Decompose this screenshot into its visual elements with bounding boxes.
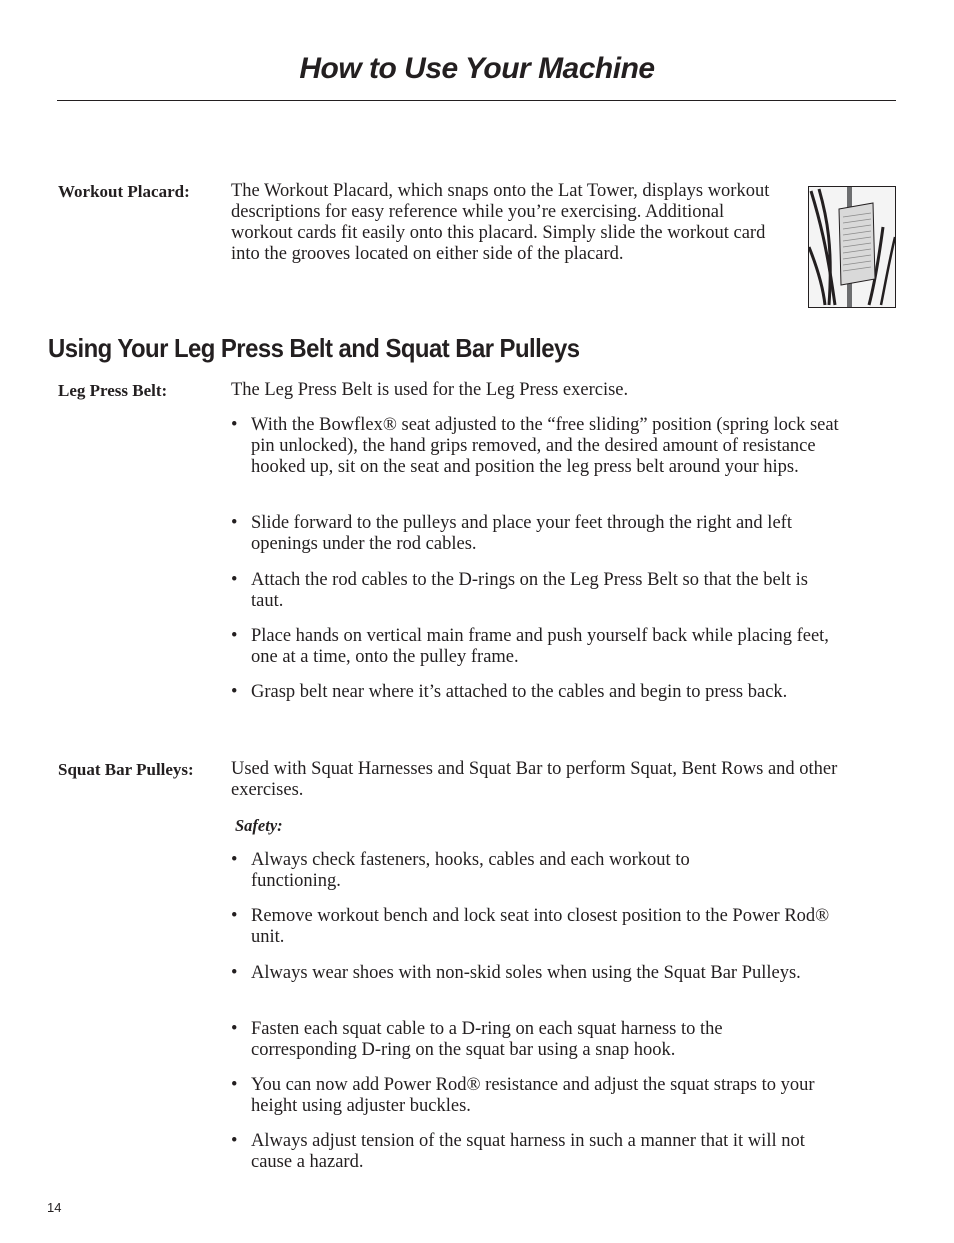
squat-bullet-4: • Fasten each squat cable to a D-ring on each squat harness to the corresponding D-ring on the squat bar using a snap hook.: [231, 1019, 723, 1060]
squat-bullet-5: • You can now add Power Rod® resistance and adjust the squat straps to your height using adjuster buckles.: [231, 1075, 815, 1116]
squat-bar-label: Squat Bar Pulleys:: [58, 760, 194, 779]
squat-bullet-2: • Remove workout bench and lock seat into closest position to the Power Rod® unit.: [231, 906, 830, 947]
safety-label: Safety:: [235, 816, 283, 835]
squat-bullet-3: • Always wear shoes with non-skid soles when using the Squat Bar Pulleys.: [231, 963, 801, 983]
placard-photo-icon: [808, 186, 896, 308]
title-divider: [57, 100, 896, 101]
leg-press-label: Leg Press Belt:: [58, 381, 168, 400]
workout-placard-label: Workout Placard:: [58, 182, 190, 201]
leg-press-bullet-1: • With the Bowflex® seat adjusted to the “free sliding” position (spring lock seat pin unlocked), the hand grips removed, and the desired amount of resistance hooked up, sit on the seat and position the leg press belt around your hips.: [231, 415, 839, 477]
leg-press-intro: The Leg Press Belt is used for the Leg Press exercise.: [231, 380, 629, 400]
workout-placard-text: The Workout Placard, which snaps onto the Lat Tower, displays workout descriptions for easy reference while you’re exercising. Additional workout cards fit easily onto this placard. Simply slide the workout card into the grooves located on either side of the placard.: [231, 181, 770, 264]
squat-bar-intro: Used with Squat Harnesses and Squat Bar to perform Squat, Bent Rows and other exercises.: [231, 759, 838, 800]
squat-bullet-1: • Always check fasteners, hooks, cables and each workout to functioning.: [231, 850, 690, 891]
section-heading: Using Your Leg Press Belt and Squat Bar Pulleys: [48, 333, 580, 363]
leg-press-bullet-2: • Slide forward to the pulleys and place your feet through the right and left openings under the rod cables.: [231, 513, 792, 554]
leg-press-bullet-5: • Grasp belt near where it’s attached to the cables and begin to press back.: [231, 682, 788, 702]
leg-press-bullet-3: • Attach the rod cables to the D-rings on the Leg Press Belt so that the belt is taut.: [231, 570, 808, 611]
squat-bullet-6: • Always adjust tension of the squat harness in such a manner that it will not cause a hazard.: [231, 1131, 805, 1172]
leg-press-bullet-4: • Place hands on vertical main frame and push yourself back while placing feet, one at a time, onto the pulley frame.: [231, 626, 829, 667]
page-title: How to Use Your Machine: [299, 52, 655, 85]
page-number: 14: [47, 1200, 62, 1215]
